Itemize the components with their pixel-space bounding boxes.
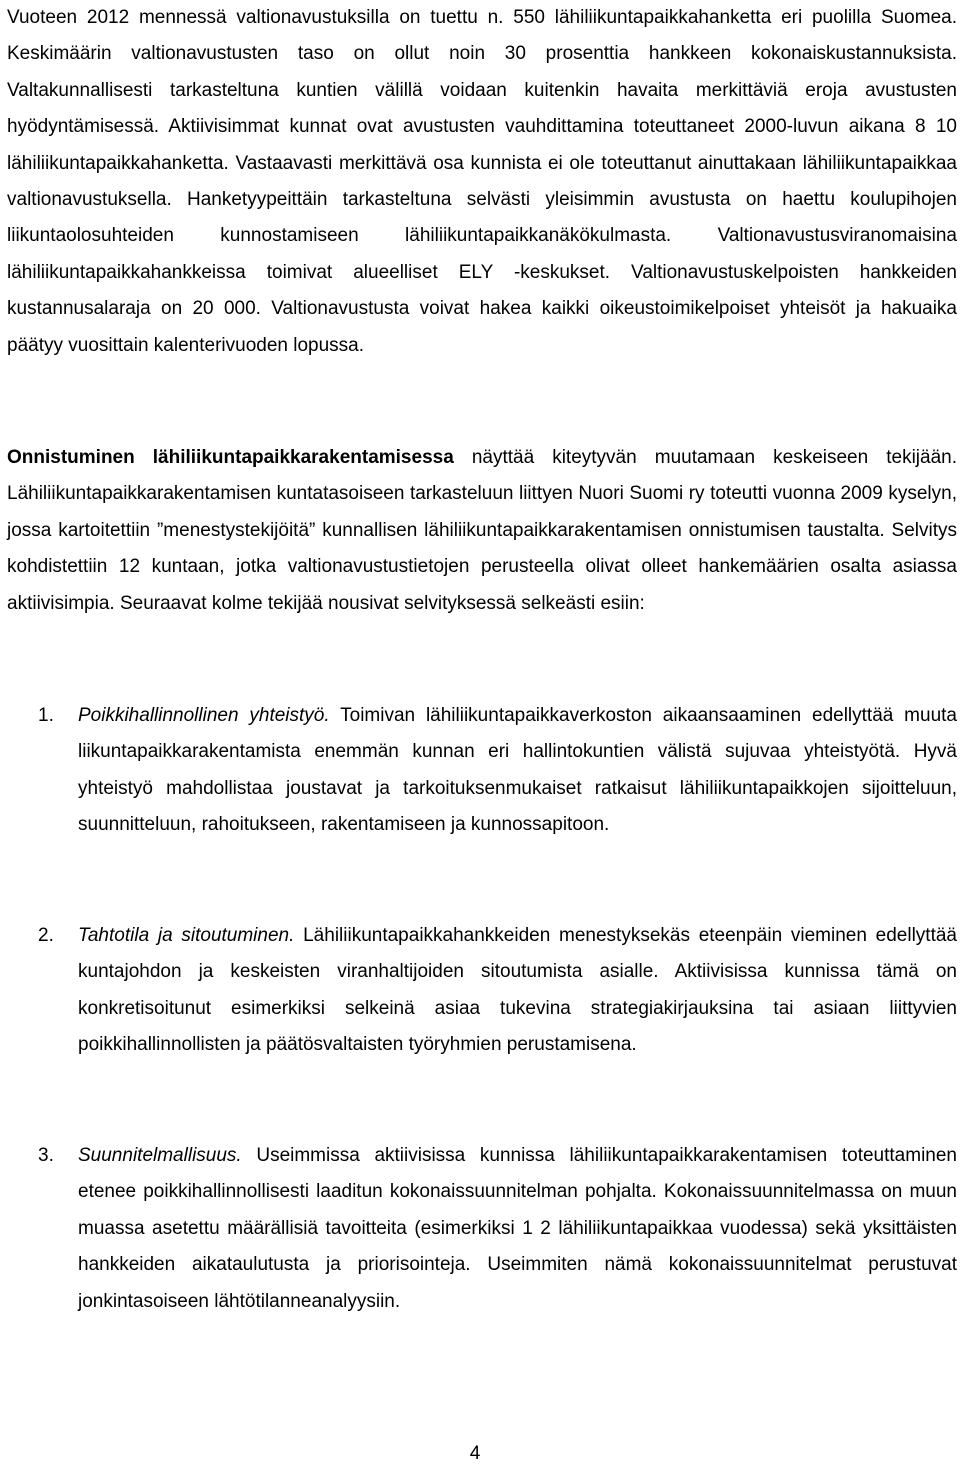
numbered-list-item bbox=[7, 1138, 957, 1320]
list-item-text: Useimmissa aktiivisissa kunnissa lähiliikuntapaikkarakentamisen toteuttaminen etenee poikkihallinnollisesti laaditun kokonaissuunnitelman pohjalta. Kokonaissuunnitelmassa on muun muassa asetettu määrällisiä tavoitteita (esimerkiksi 1 2 lähiliikuntapaikkaa vuodessa) sekä yksittäisten hankkeiden aikataulutusta ja priorisointeja. Useimmiten nämä kokonaissuunnitelmat perustuvat jonkintasoiseen lähtötilanneanalyysiin. bbox=[78, 1145, 957, 1312]
list-number: 3. bbox=[38, 1145, 54, 1166]
list-item-title: Poikkihallinnollinen yhteistyö. bbox=[78, 705, 330, 726]
list-item-text: Toimivan lähiliikuntapaikkaverkoston aikaansaaminen edellyttää muuta liikuntapaikkarakentamista enemmän kunnan eri hallintokuntien välistä sujuvaa yhteistyötä. Hyvä yhteistyö mahdollistaa joustavat ja tarkoituksenmukaiset ratkaisut lähiliikuntapaikkojen sijoitteluun, suunnitteluun, rahoitukseen, rakentamiseen ja kunnossapitoon. bbox=[78, 705, 957, 836]
numbered-list-item bbox=[7, 918, 957, 1064]
paragraph-text: näyttää kiteytyvän muutamaan keskeiseen tekijään. Lähiliikuntapaikkarakentamisen kuntatasoiseen tarkasteluun liittyen Nuori Suomi ry toteutti vuonna 2009 kyselyn, jossa kartoitettiin ”menestystekijöitä” kunnallisen lähiliikuntapaikkarakentamisen onnistumisen taustalta. Selvitys kohdistettiin 12 kuntaan, jotka valtionavustustietojen perusteella olivat olleet hankemäärien osalta asiassa aktiivisimpia. Seuraavat kolme tekijää nousivat selvityksessä selkeästi esiin: bbox=[7, 447, 958, 614]
numbered-list-item bbox=[7, 698, 957, 844]
page-number: 4 bbox=[469, 1443, 481, 1464]
bold-lead-phrase: Onnistuminen lähiliikuntapaikkarakentamisessa bbox=[7, 447, 454, 468]
body-paragraph bbox=[7, 440, 957, 622]
list-item-text: Lähiliikuntapaikkahankkeiden menestyksekäs eteenpäin vieminen edellyttää kuntajohdon ja keskeisten viranhaltijoiden sitoutumista asialle. Aktiivisissa kunnissa tämä on konkretisoitunut esimerkiksi selkeinä asiaa tukevina strategiakirjauksina tai asiaan liittyvien poikkihallinnollisten ja päätösvaltaisten työryhmien perustamisena. bbox=[78, 925, 957, 1056]
list-number: 2. bbox=[38, 925, 54, 946]
list-item-title: Tahtotila ja sitoutuminen. bbox=[78, 925, 295, 946]
body-paragraph: Vuoteen 2012 mennessä valtionavustuksilla on tuettu n. 550 lähiliikuntapaikkahanketta eri puolilla Suomea. Keskimäärin valtionavustusten taso on ollut noin 30 prosenttia hankkeen kokonaiskustannuksista. Valtakunnallisesti tarkasteltuna kuntien välillä voidaan kuitenkin havaita merkittäviä eroja avustusten hyödyntämisessä. Aktiivisimmat kunnat ovat avustusten vauhdittamina toteuttaneet 2000-luvun aikana 8 10 lähiliikuntapaikkahanketta. Vastaavasti merkittävä osa kunnista ei ole toteuttanut ainuttakaan lähiliikuntapaikkaa valtionavustuksella. Hanketyypeittäin tarkasteltuna selvästi yleisimmin avustusta on haettu koulupihojen liikuntaolosuhteiden kunnostamiseen lähiliikuntapaikkanäkökulmasta. Valtionavustusviranomaisina lähiliikuntapaikkahankkeissa toimivat alueelliset ELY -keskukset. Valtionavustuskelpoisten hankkeiden kustannusalaraja on 20 000. Valtionavustusta voivat hakea kaikki oikeustoimikelpoiset yhteisöt ja hakuaika päätyy vuosittain kalenterivuoden lopussa. bbox=[7, 7, 957, 356]
list-item-title: Suunnitelmallisuus. bbox=[78, 1145, 242, 1166]
list-number: 1. bbox=[38, 705, 54, 726]
